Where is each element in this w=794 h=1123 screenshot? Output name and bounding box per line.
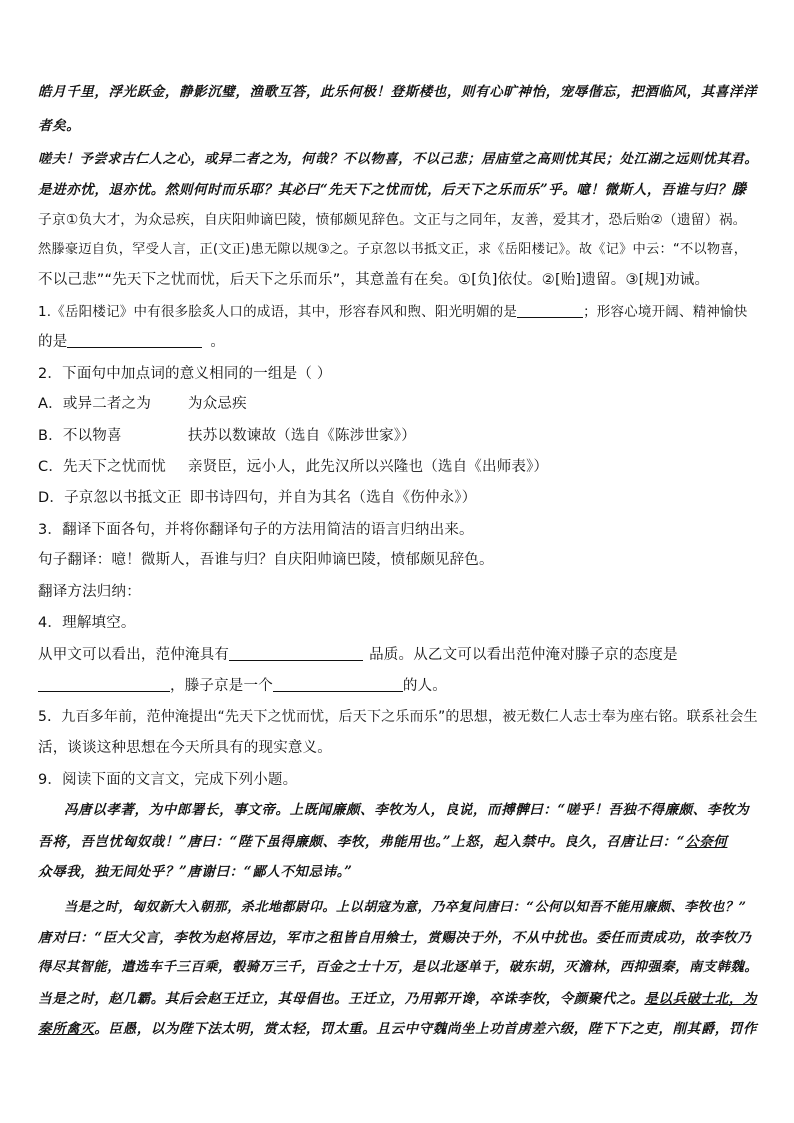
passage-a-line-1: 皓月千里，浮光跃金，静影沉璧，渔歌互答，此乐何极！登斯楼也，则有心旷神怡，宠辱偕忘，把酒临风，其喜洋洋	[38, 84, 758, 100]
passage-c-line-5: 唐对曰：“臣大父言，李牧为赵将居边，军市之租皆自用飨士，赏赐决于外，不从中扰也。委任而责成功，故李牧乃	[38, 930, 752, 946]
question-4-stem: 4．理解填空。	[38, 615, 136, 631]
passage-c-underline-2: 是以兵破士北，为	[644, 991, 758, 1007]
question-1-line-1	[38, 302, 758, 322]
q4-line1-a: 从甲文可以看出，范仲淹具有	[38, 647, 230, 663]
q4-line-2	[38, 676, 758, 696]
q1-line2-prefix: 的是	[38, 334, 68, 350]
q2-option-b-left: B．不以物喜	[38, 428, 122, 444]
passage-c-line-7	[38, 989, 758, 1009]
passage-c-underline-3: 秦所禽灭	[38, 1021, 95, 1037]
q2-option-c-left: C．先天下之忧而忧	[38, 459, 166, 475]
passage-b-line-2: 然滕豪迈自负，罕受人言，正(文正)患无隙以规③之。子京忽以书抵文正，求《岳阳楼记》。故《记》中云：“不以物喜，	[38, 242, 748, 257]
q2-option-b	[38, 426, 758, 446]
q2-option-d-left: D．子京忽以书抵文正	[38, 490, 182, 506]
q2-option-a	[38, 394, 758, 414]
q1-blank-2[interactable]	[67, 333, 202, 348]
passage-b-line-3: 不以己悲”“先天下之忧而忧，后天下之乐而乐”，其意盖有在矣。①[负]依仗。②[贻]遗留。③[规]劝诫。	[38, 272, 710, 288]
q3-sentence: 句子翻译：噫！微斯人，吾谁与归？自庆阳帅谪巴陵，愤郁颇见辞色。	[38, 552, 494, 568]
passage-c-line-8: 秦所禽灭。臣愚，以为陛下法太明，赏太轻，罚太重。且云中守魏尚坐上功首虏差六级，陛下下之吏，削其爵，罚作	[38, 1021, 758, 1037]
question-3-stem: 3．翻译下面各句，并将你翻译句子的方法用简洁的语言归纳出来。	[38, 522, 474, 538]
passage-c-underline-1: 公奈何	[685, 834, 728, 850]
passage-a-line-4	[38, 180, 758, 200]
q4-blank-1[interactable]	[229, 646, 363, 661]
passage-a-line-3: 嗟夫！予尝求古仁人之心，或异二者之为，何哉？不以物喜，不以己悲；居庙堂之高则忧其民；处江湖之远则忧其君。	[38, 152, 759, 167]
passage-c-line-4: 当是之时，匈奴新大入朝那，杀北地都尉卬。上以胡寇为意，乃卒复问唐曰：“公何以知吾不能用廉颇、李牧也？”	[64, 900, 747, 915]
q4-line2-b: 的人。	[402, 678, 448, 694]
q1-blank-1[interactable]	[517, 303, 583, 318]
passage-c-line-2	[38, 832, 758, 852]
q4-blank-2[interactable]	[38, 677, 170, 692]
q4-line2-a: ，滕子京是一个	[170, 678, 273, 694]
passage-c-line-3: 众辱我，独无间处乎？”唐谢曰：“鄙人不知忌讳。”	[38, 864, 353, 880]
passage-a-line-2: 者矣。	[38, 118, 81, 134]
q1-stem: 1.《岳阳楼记》中有很多脍炙人口的成语，其中，形容春风和煦、阳光明媚的是	[38, 304, 518, 320]
passage-b-prefix: 滕	[731, 182, 747, 198]
passage-b-line-1: 子京①负大才，为众忌疾，自庆阳帅谪巴陵，愤郁颇见辞色。文正与之同年，友善，爱其才，恐后贻②（遗留）祸。	[38, 212, 747, 228]
q2-option-b-right: 扶苏以数谏故（选自《陈涉世家》）	[188, 428, 416, 444]
passage-c-line-7-text: 当是之时，赵几霸。其后会赵王迁立，其母倡也。王迁立，乃用郭开谗，卒诛李牧，令颜聚代之。	[38, 991, 645, 1007]
question-5-line-2: 活，谈谈这种思想在今天所具有的现实意义。	[38, 740, 332, 756]
q2-option-d-right: 即书诗四句，并自为其名（选自《伤仲永》）	[189, 490, 477, 506]
passage-c-line-6: 得尽其智能，遣选车千三百乘，彀骑万三千，百金之士十万，是以北逐单于，破东胡，灭澹林，西抑强秦，南支韩魏。	[38, 960, 759, 975]
question-1-line-2	[38, 332, 758, 352]
q1-stem-tail: ；形容心境开阔、精神愉快	[583, 304, 748, 320]
q4-blank-3[interactable]	[273, 677, 403, 692]
passage-a-line-4-text: 是进亦忧，退亦忧。然则何时而乐耶？其必曰“先天下之忧而忧，后天下之乐而乐”乎。噫！微斯人，吾谁与归？	[38, 182, 732, 198]
q1-line2-tail: 。	[210, 334, 226, 350]
question-2-stem: 2．下面句中加点词的意义相同的一组是（ ）	[38, 366, 332, 382]
passage-c-line-1: 冯唐以孝著，为中郎署长，事文帝。上既闻廉颇、李牧为人，良说，而搏髀曰：“嗟乎！吾独不得廉颇、李牧为	[64, 802, 750, 818]
q2-option-c-right: 亲贤臣，远小人，此先汉所以兴隆也（选自《出师表》）	[188, 459, 549, 475]
q2-option-a-left: A．或异二者之为	[38, 396, 152, 412]
q4-line-1	[38, 645, 758, 665]
question-5-line-1: 5．九百多年前，范仲淹提出“先天下之忧而忧，后天下之乐而乐”的思想，被无数仁人志士奉为座右铭。联系社会生	[38, 709, 758, 725]
q3-method: 翻译方法归纳：	[38, 584, 141, 600]
q2-option-c	[38, 457, 758, 477]
question-9-stem: 9．阅读下面的文言文，完成下列小题。	[38, 772, 298, 788]
q2-option-d	[38, 488, 758, 508]
q2-option-a-right: 为众忌疾	[188, 396, 247, 412]
passage-c-line-2-text: 吾将，吾岂忧匈奴哉！”唐曰：“陛下虽得廉颇、李牧，弗能用也。”上怒，起入禁中。良久，召唐让曰：“	[38, 834, 686, 850]
q4-line1-b: 品质。从乙文可以看出范仲淹对滕子京的态度是	[369, 647, 678, 663]
